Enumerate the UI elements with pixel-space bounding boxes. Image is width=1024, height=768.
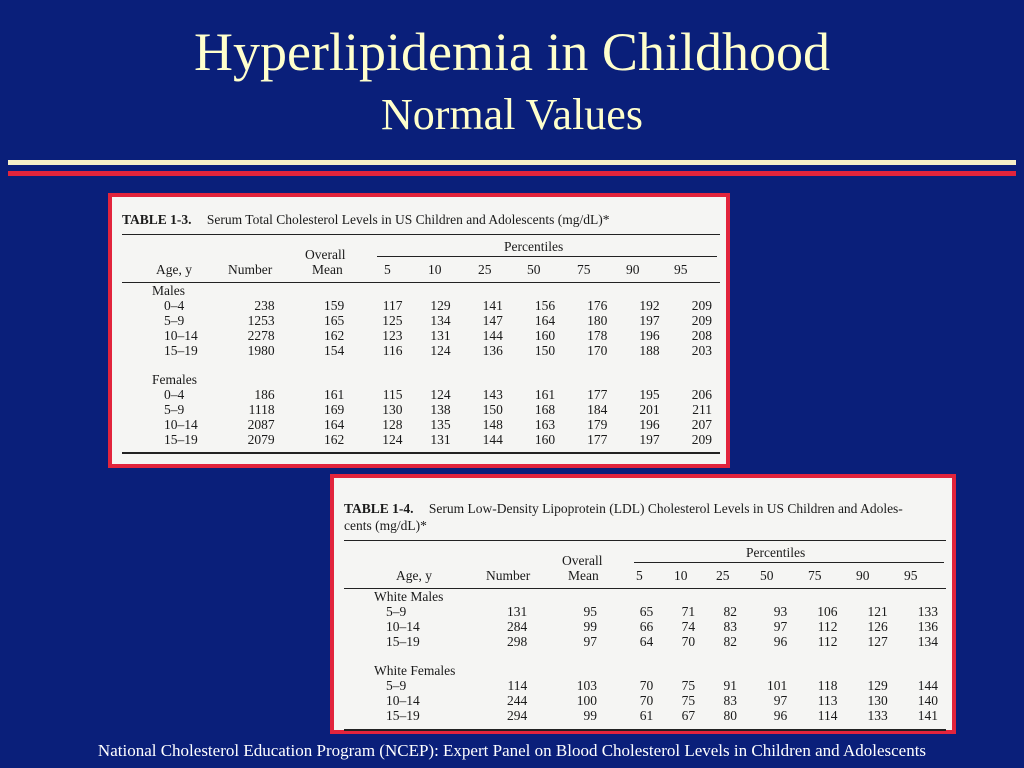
percentile-cell: 156: [534, 298, 556, 313]
divider-cream: [8, 160, 1016, 165]
percentile-cell: 134: [917, 634, 938, 649]
percentile-cell: 112: [817, 619, 838, 634]
percentile-cell: 203: [691, 343, 712, 358]
percentile-cell: 106: [817, 604, 838, 619]
header-number: Number: [228, 262, 273, 277]
percentile-cell: 192: [639, 298, 660, 313]
mean-cell: 154: [323, 343, 345, 358]
header-percentiles: Percentiles: [746, 545, 806, 560]
header-p50: 50: [527, 262, 541, 277]
percentile-cell: 82: [723, 604, 737, 619]
percentile-cell: 129: [430, 298, 451, 313]
percentile-cell: 209: [691, 298, 712, 313]
percentile-cell: 136: [917, 619, 938, 634]
percentile-cell: 170: [587, 343, 608, 358]
group-label: White Males: [374, 589, 444, 604]
table-title-cont: cents (mg/dL)*: [344, 518, 427, 533]
percentile-cell: 160: [534, 328, 556, 343]
header-p75: 75: [808, 568, 822, 583]
percentile-cell: 144: [482, 328, 503, 343]
number-cell: 186: [254, 387, 275, 402]
percentile-cell: 96: [773, 634, 788, 649]
percentile-cell: 164: [534, 313, 556, 328]
header-p75: 75: [577, 262, 591, 277]
group-label: White Females: [374, 663, 456, 678]
percentile-cell: 144: [482, 432, 503, 447]
age-cell: 15–19: [386, 708, 420, 723]
header-p25: 25: [716, 568, 730, 583]
slide-title: Hyperlipidemia in Childhood: [194, 22, 830, 82]
header-number: Number: [486, 568, 531, 583]
table-row: [344, 634, 946, 649]
percentile-cell: 209: [691, 313, 712, 328]
percentile-cell: 209: [691, 432, 712, 447]
percentile-cell: 135: [430, 417, 451, 432]
mean-cell: 169: [323, 402, 345, 417]
percentile-cell: 206: [691, 387, 712, 402]
percentile-cell: 143: [482, 387, 503, 402]
percentile-cell: 195: [639, 387, 660, 402]
age-cell: 10–14: [164, 328, 198, 343]
percentile-cell: 141: [482, 298, 503, 313]
table-row: [122, 402, 720, 417]
percentile-cell: 124: [430, 343, 451, 358]
mean-cell: 100: [576, 693, 597, 708]
table-row: [344, 693, 946, 708]
percentile-cell: 178: [587, 328, 608, 343]
header-p90: 90: [856, 568, 870, 583]
table-rule: [344, 729, 946, 731]
percentile-cell: 138: [430, 402, 451, 417]
percentile-cell: 83: [723, 619, 737, 634]
number-cell: 114: [507, 678, 528, 693]
table-row: [122, 417, 720, 432]
mean-cell: 99: [583, 619, 597, 634]
group-spacer: [122, 358, 720, 372]
mean-cell: 159: [323, 298, 345, 313]
mean-cell: 165: [323, 313, 345, 328]
percentile-cell: 97: [773, 619, 788, 634]
percentile-cell: 150: [534, 343, 556, 358]
mean-cell: 103: [576, 678, 597, 693]
header-mean-1: Overall: [305, 247, 346, 262]
header-mean-2: Mean: [568, 568, 599, 583]
percentile-cell: 168: [534, 402, 556, 417]
header-p50: 50: [760, 568, 774, 583]
percentiles-rule: [634, 562, 944, 563]
group-row: [122, 372, 720, 387]
percentile-cell: 97: [773, 693, 788, 708]
percentile-cell: 117: [382, 298, 403, 313]
percentile-cell: 70: [681, 634, 696, 649]
age-cell: 10–14: [164, 417, 198, 432]
percentile-cell: 140: [917, 693, 938, 708]
mean-cell: 164: [323, 417, 345, 432]
header-p10: 10: [428, 262, 442, 277]
percentile-cell: 147: [482, 313, 503, 328]
percentile-cell: 201: [639, 402, 660, 417]
header-p10: 10: [674, 568, 688, 583]
header-percentiles: Percentiles: [504, 239, 564, 254]
table-row: [122, 387, 720, 402]
percentile-cell: 208: [691, 328, 712, 343]
table-row: [122, 432, 720, 447]
percentile-cell: 121: [867, 604, 888, 619]
percentile-cell: 180: [587, 313, 608, 328]
table-row: [344, 678, 946, 693]
group-row: [344, 663, 946, 678]
number-cell: 298: [506, 634, 528, 649]
table-row: [122, 328, 720, 343]
number-cell: 131: [506, 604, 528, 619]
percentile-cell: 93: [773, 604, 788, 619]
percentile-cell: 160: [534, 432, 556, 447]
table-row: [122, 313, 720, 328]
percentile-cell: 197: [639, 432, 660, 447]
source-footnote: National Cholesterol Education Program (NCEP): Expert Panel on Blood Cholesterol Levels in Children and Adolescents: [97, 741, 927, 760]
percentile-cell: 177: [587, 387, 608, 402]
percentile-cell: 123: [382, 328, 403, 343]
number-cell: 284: [506, 619, 528, 634]
number-cell: 2079: [247, 432, 275, 447]
percentile-cell: 71: [681, 604, 696, 619]
percentile-cell: 188: [639, 343, 660, 358]
percentile-cell: 130: [382, 402, 403, 417]
percentile-cell: 196: [639, 417, 660, 432]
header-p95: 95: [674, 262, 688, 277]
percentile-cell: 82: [723, 634, 737, 649]
percentile-cell: 118: [817, 678, 838, 693]
group-spacer: [344, 649, 946, 663]
percentile-cell: 207: [691, 417, 712, 432]
percentile-cell: 91: [723, 678, 737, 693]
percentile-cell: 141: [917, 708, 938, 723]
percentile-cell: 197: [639, 313, 660, 328]
group-label: Males: [152, 283, 185, 298]
age-cell: 5–9: [164, 402, 185, 417]
table-row: [344, 604, 946, 619]
percentile-cell: 130: [867, 693, 888, 708]
age-cell: 15–19: [386, 634, 420, 649]
percentile-cell: 133: [917, 604, 938, 619]
table-ldl-cholesterol: [330, 474, 956, 734]
number-cell: 1980: [247, 343, 275, 358]
mean-cell: 97: [583, 634, 597, 649]
age-cell: 10–14: [386, 693, 420, 708]
percentile-cell: 131: [430, 328, 451, 343]
percentile-cell: 144: [917, 678, 938, 693]
table-row: [344, 708, 946, 723]
number-cell: 2278: [247, 328, 275, 343]
age-cell: 15–19: [164, 432, 198, 447]
number-cell: 238: [254, 298, 275, 313]
header-p5: 5: [384, 262, 391, 277]
mean-cell: 95: [583, 604, 597, 619]
percentile-cell: 148: [482, 417, 503, 432]
percentile-cell: 133: [867, 708, 888, 723]
table-row: [122, 298, 720, 313]
percentile-cell: 74: [681, 619, 696, 634]
header-p5: 5: [636, 568, 643, 583]
percentile-cell: 136: [482, 343, 503, 358]
header-p95: 95: [904, 568, 918, 583]
table-title: Serum Low-Density Lipoprotein (LDL) Cholesterol Levels in US Children and Adoles-: [428, 501, 903, 516]
number-cell: 1118: [248, 402, 275, 417]
table-caption: [344, 500, 946, 534]
percentile-cell: 126: [867, 619, 888, 634]
percentile-cell: 75: [681, 678, 696, 693]
percentile-cell: 113: [817, 693, 838, 708]
percentile-cell: 80: [723, 708, 737, 723]
percentile-cell: 163: [534, 417, 556, 432]
percentile-cell: 115: [382, 387, 403, 402]
percentile-cell: 65: [639, 604, 654, 619]
percentile-cell: 128: [382, 417, 403, 432]
percentile-cell: 127: [867, 634, 888, 649]
header-age: Age, y: [156, 262, 192, 277]
percentile-cell: 150: [482, 402, 503, 417]
number-cell: 1253: [247, 313, 275, 328]
percentile-cell: 196: [639, 328, 660, 343]
age-cell: 0–4: [164, 298, 185, 313]
slide-subtitle: Normal Values: [381, 90, 643, 139]
percentile-cell: 129: [867, 678, 888, 693]
table-title: Serum Total Cholesterol Levels in US Children and Adolescents (mg/dL)*: [206, 212, 610, 227]
percentile-cell: 96: [773, 708, 788, 723]
group-row: [344, 589, 946, 604]
percentile-cell: 176: [587, 298, 608, 313]
percentile-cell: 131: [430, 432, 451, 447]
percentile-cell: 70: [639, 693, 654, 708]
table-body: [344, 589, 946, 723]
percentile-cell: 134: [430, 313, 451, 328]
percentile-cell: 64: [639, 634, 654, 649]
number-cell: 2087: [247, 417, 275, 432]
table-header: [122, 235, 720, 279]
table-label: TABLE 1-4.: [344, 501, 414, 516]
percentile-cell: 61: [639, 708, 654, 723]
percentile-cell: 161: [534, 387, 556, 402]
percentile-cell: 70: [639, 678, 654, 693]
percentile-cell: 67: [681, 708, 696, 723]
header-p90: 90: [626, 262, 640, 277]
percentile-cell: 114: [817, 708, 838, 723]
age-cell: 5–9: [386, 604, 407, 619]
table-row: [344, 619, 946, 634]
age-cell: 0–4: [164, 387, 185, 402]
group-row: [122, 283, 720, 298]
header-p25: 25: [478, 262, 492, 277]
percentile-cell: 83: [723, 693, 737, 708]
percentile-cell: 66: [639, 619, 654, 634]
age-cell: 10–14: [386, 619, 420, 634]
header-age: Age, y: [396, 568, 432, 583]
percentile-cell: 184: [587, 402, 608, 417]
age-cell: 15–19: [164, 343, 198, 358]
table-rule: [122, 452, 720, 454]
percentile-cell: 75: [681, 693, 696, 708]
mean-cell: 162: [323, 432, 345, 447]
table-header: [344, 541, 946, 585]
number-cell: 294: [506, 708, 528, 723]
age-cell: 5–9: [386, 678, 407, 693]
percentile-cell: 177: [587, 432, 608, 447]
percentiles-rule: [377, 256, 717, 257]
percentile-cell: 211: [692, 402, 712, 417]
age-cell: 5–9: [164, 313, 185, 328]
percentile-cell: 112: [817, 634, 838, 649]
percentile-cell: 116: [382, 343, 403, 358]
table-row: [122, 343, 720, 358]
percentile-cell: 179: [587, 417, 608, 432]
divider-red: [8, 171, 1016, 176]
table-caption: [122, 211, 720, 228]
table-label: TABLE 1-3.: [122, 212, 192, 227]
percentile-cell: 124: [382, 432, 403, 447]
percentile-cell: 125: [382, 313, 403, 328]
table-total-cholesterol: [108, 193, 730, 468]
mean-cell: 161: [323, 387, 345, 402]
percentile-cell: 101: [766, 678, 788, 693]
number-cell: 244: [506, 693, 528, 708]
percentile-cell: 124: [430, 387, 451, 402]
table-body: [122, 283, 720, 447]
mean-cell: 162: [323, 328, 345, 343]
header-mean-2: Mean: [312, 262, 343, 277]
mean-cell: 99: [583, 708, 597, 723]
group-label: Females: [152, 372, 197, 387]
header-mean-1: Overall: [562, 553, 603, 568]
